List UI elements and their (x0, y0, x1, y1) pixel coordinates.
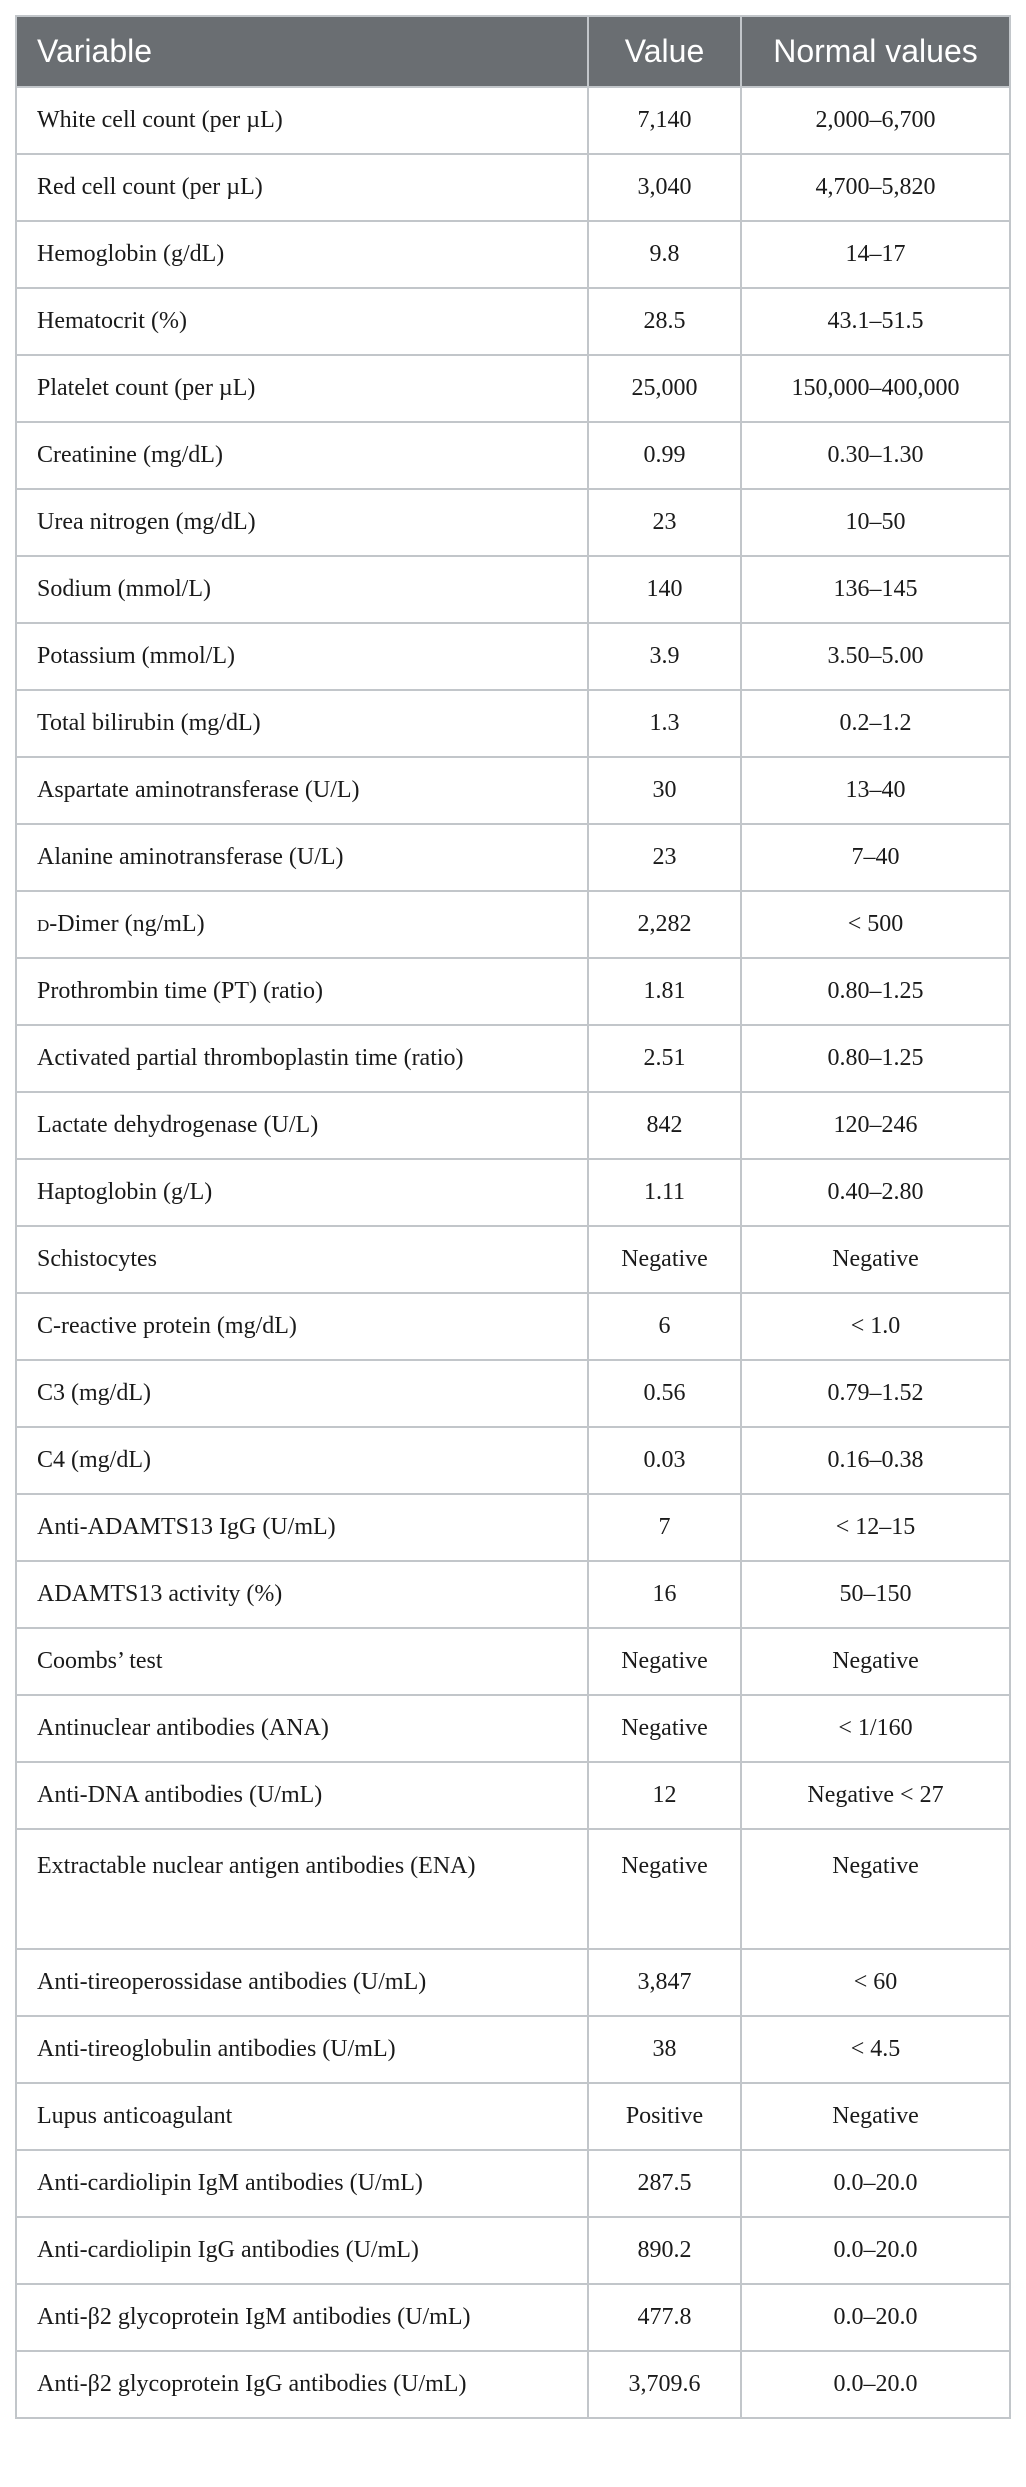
cell-variable: Alanine aminotransferase (U/L) (16, 824, 588, 891)
cell-variable: Lactate dehydrogenase (U/L) (16, 1092, 588, 1159)
cell-value: Negative (588, 1226, 741, 1293)
cell-variable: Haptoglobin (g/L) (16, 1159, 588, 1226)
cell-value: 477.8 (588, 2284, 741, 2351)
cell-variable: Red cell count (per µL) (16, 154, 588, 221)
cell-value: 287.5 (588, 2150, 741, 2217)
cell-value: 3.9 (588, 623, 741, 690)
cell-variable: Creatinine (mg/dL) (16, 422, 588, 489)
cell-value: 3,040 (588, 154, 741, 221)
table-row (16, 1561, 1010, 1628)
cell-normal-values: < 1/160 (741, 1695, 1010, 1762)
cell-normal-values: < 60 (741, 1949, 1010, 2016)
table-row (16, 1695, 1010, 1762)
table-row (16, 690, 1010, 757)
table-header (16, 16, 1010, 87)
cell-variable: Sodium (mmol/L) (16, 556, 588, 623)
cell-normal-values: 10–50 (741, 489, 1010, 556)
cell-value: Positive (588, 2083, 741, 2150)
table-row (16, 87, 1010, 154)
table-row (16, 489, 1010, 556)
cell-variable: Anti-cardiolipin IgM antibodies (U/mL) (16, 2150, 588, 2217)
cell-value: Negative (588, 1695, 741, 1762)
table-row (16, 288, 1010, 355)
table-row (16, 221, 1010, 288)
cell-normal-values: 120–246 (741, 1092, 1010, 1159)
cell-normal-values: Negative (741, 1628, 1010, 1695)
cell-variable: Total bilirubin (mg/dL) (16, 690, 588, 757)
cell-normal-values: Negative (741, 2083, 1010, 2150)
table-row (16, 1949, 1010, 2016)
cell-normal-values: < 1.0 (741, 1293, 1010, 1360)
cell-variable: Hematocrit (%) (16, 288, 588, 355)
cell-normal-values: 0.0–20.0 (741, 2284, 1010, 2351)
table-row (16, 2351, 1010, 2418)
cell-value: 1.11 (588, 1159, 741, 1226)
cell-value: 890.2 (588, 2217, 741, 2284)
table-row (16, 1427, 1010, 1494)
cell-variable: C3 (mg/dL) (16, 1360, 588, 1427)
cell-value: 16 (588, 1561, 741, 1628)
cell-normal-values: 50–150 (741, 1561, 1010, 1628)
cell-variable: Platelet count (per µL) (16, 355, 588, 422)
cell-variable: Urea nitrogen (mg/dL) (16, 489, 588, 556)
cell-normal-values: 0.0–20.0 (741, 2217, 1010, 2284)
cell-normal-values: 150,000–400,000 (741, 355, 1010, 422)
table-row (16, 355, 1010, 422)
table-row (16, 891, 1010, 958)
cell-normal-values: 0.0–20.0 (741, 2351, 1010, 2418)
table-row (16, 422, 1010, 489)
cell-variable: Prothrombin time (PT) (ratio) (16, 958, 588, 1025)
column-header-variable: Variable (16, 16, 588, 87)
table-row (16, 1092, 1010, 1159)
table-row (16, 2217, 1010, 2284)
cell-value: 0.99 (588, 422, 741, 489)
cell-variable: d-Dimer (ng/mL) (16, 891, 588, 958)
column-header-normal-values: Normal values (741, 16, 1010, 87)
cell-normal-values: < 500 (741, 891, 1010, 958)
cell-value: 6 (588, 1293, 741, 1360)
cell-variable: Anti-tireoglobulin antibodies (U/mL) (16, 2016, 588, 2083)
cell-variable: Activated partial thromboplastin time (ratio) (16, 1025, 588, 1092)
table-row (16, 154, 1010, 221)
table-row (16, 2083, 1010, 2150)
column-header-value: Value (588, 16, 741, 87)
cell-normal-values: 13–40 (741, 757, 1010, 824)
cell-value: Negative (588, 1628, 741, 1695)
cell-normal-values: < 12–15 (741, 1494, 1010, 1561)
cell-variable: Antinuclear antibodies (ANA) (16, 1695, 588, 1762)
cell-normal-values: Negative < 27 (741, 1762, 1010, 1829)
cell-normal-values: 4,700–5,820 (741, 154, 1010, 221)
cell-value: 2,282 (588, 891, 741, 958)
cell-normal-values: 14–17 (741, 221, 1010, 288)
table-row (16, 824, 1010, 891)
cell-value: 12 (588, 1762, 741, 1829)
cell-value: 30 (588, 757, 741, 824)
cell-variable: Anti-DNA antibodies (U/mL) (16, 1762, 588, 1829)
cell-variable: Hemoglobin (g/dL) (16, 221, 588, 288)
table-row (16, 1762, 1010, 1829)
cell-variable: Aspartate aminotransferase (U/L) (16, 757, 588, 824)
cell-normal-values: 0.2–1.2 (741, 690, 1010, 757)
cell-normal-values: 0.80–1.25 (741, 1025, 1010, 1092)
cell-value: 842 (588, 1092, 741, 1159)
cell-variable: ADAMTS13 activity (%) (16, 1561, 588, 1628)
lab-results-table (15, 15, 1011, 2419)
cell-normal-values: Negative (741, 1829, 1010, 1949)
cell-normal-values: 0.79–1.52 (741, 1360, 1010, 1427)
cell-normal-values: < 4.5 (741, 2016, 1010, 2083)
cell-value: 2.51 (588, 1025, 741, 1092)
cell-variable: Extractable nuclear antigen antibodies (ENA) (16, 1829, 588, 1949)
cell-normal-values: 0.0–20.0 (741, 2150, 1010, 2217)
cell-normal-values: 43.1–51.5 (741, 288, 1010, 355)
cell-value: 3,847 (588, 1949, 741, 2016)
table-row (16, 1025, 1010, 1092)
cell-variable: Anti-cardiolipin IgG antibodies (U/mL) (16, 2217, 588, 2284)
table-row (16, 958, 1010, 1025)
cell-value: 23 (588, 824, 741, 891)
cell-value: 28.5 (588, 288, 741, 355)
cell-normal-values: 2,000–6,700 (741, 87, 1010, 154)
table-body (16, 87, 1010, 2418)
cell-variable: Potassium (mmol/L) (16, 623, 588, 690)
cell-variable: Anti-tireoperossidase antibodies (U/mL) (16, 1949, 588, 2016)
cell-value: 9.8 (588, 221, 741, 288)
cell-normal-values: 3.50–5.00 (741, 623, 1010, 690)
cell-normal-values: Negative (741, 1226, 1010, 1293)
cell-variable: C-reactive protein (mg/dL) (16, 1293, 588, 1360)
cell-normal-values: 0.40–2.80 (741, 1159, 1010, 1226)
cell-normal-values: 0.30–1.30 (741, 422, 1010, 489)
header-row (16, 16, 1010, 87)
table-row (16, 1628, 1010, 1695)
cell-value: 23 (588, 489, 741, 556)
table-row (16, 2150, 1010, 2217)
cell-variable: Schistocytes (16, 1226, 588, 1293)
cell-value: 3,709.6 (588, 2351, 741, 2418)
table-row (16, 1360, 1010, 1427)
lab-results-table-container (15, 15, 1009, 2419)
cell-normal-values: 7–40 (741, 824, 1010, 891)
cell-variable: C4 (mg/dL) (16, 1427, 588, 1494)
table-row (16, 2284, 1010, 2351)
cell-variable: Anti-β2 glycoprotein IgG antibodies (U/mL) (16, 2351, 588, 2418)
cell-normal-values: 0.16–0.38 (741, 1427, 1010, 1494)
table-row (16, 556, 1010, 623)
table-row (16, 1293, 1010, 1360)
table-row (16, 1226, 1010, 1293)
table-row (16, 1159, 1010, 1226)
cell-variable: Anti-β2 glycoprotein IgM antibodies (U/mL) (16, 2284, 588, 2351)
cell-value: 0.03 (588, 1427, 741, 1494)
cell-value: 1.81 (588, 958, 741, 1025)
cell-value: 140 (588, 556, 741, 623)
table-row (16, 1494, 1010, 1561)
cell-variable: Anti-ADAMTS13 IgG (U/mL) (16, 1494, 588, 1561)
cell-normal-values: 0.80–1.25 (741, 958, 1010, 1025)
cell-value: 7 (588, 1494, 741, 1561)
table-row (16, 757, 1010, 824)
table-row (16, 623, 1010, 690)
cell-value: Negative (588, 1829, 741, 1949)
cell-value: 38 (588, 2016, 741, 2083)
table-row (16, 2016, 1010, 2083)
cell-variable: Lupus anticoagulant (16, 2083, 588, 2150)
cell-normal-values: 136–145 (741, 556, 1010, 623)
cell-value: 0.56 (588, 1360, 741, 1427)
table-row (16, 1829, 1010, 1949)
cell-value: 25,000 (588, 355, 741, 422)
cell-variable: Coombs’ test (16, 1628, 588, 1695)
cell-variable: White cell count (per µL) (16, 87, 588, 154)
cell-value: 7,140 (588, 87, 741, 154)
cell-value: 1.3 (588, 690, 741, 757)
